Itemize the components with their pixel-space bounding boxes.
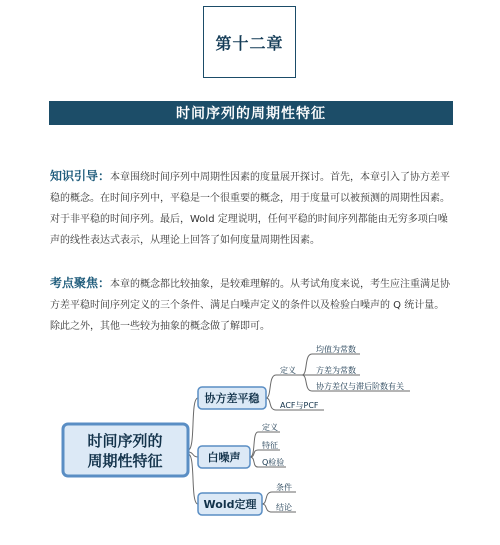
cov-label: 协方差平稳: [204, 392, 260, 405]
knowledge-text: 本章围绕时间序列中周期性因素的度量展开探讨。首先，本章引入了协方差平稳的概念。在时间序列中，平稳是一个很重要的概念，用于度量可以被预测的周期性因素。对于非平稳的时间序列。最后，Wold 定理说明，任何平稳的时间序列都能由无穷多项白噪声的线性表达式表示，从理论上回答了如何度量周期性因素。: [50, 172, 451, 246]
wold-item-2: 结论: [276, 503, 292, 512]
mindmap: [0, 340, 500, 545]
chapter-title-bar: [49, 101, 453, 125]
chapter-title: 时间序列的周期性特征: [176, 106, 326, 122]
cov-item-2: 方差为常数: [316, 366, 356, 375]
mindmap-root: [63, 424, 188, 476]
wn-item-2: 特征: [262, 441, 278, 450]
chapter-label: 第十二章: [215, 33, 284, 53]
root-line-2: 周期性特征: [87, 452, 163, 470]
wn-label: 白噪声: [207, 451, 241, 464]
cov-def: 定义: [280, 366, 296, 375]
root-line-1: 时间序列的: [87, 432, 163, 450]
mindmap-connectors: [188, 354, 312, 512]
mindmap-node-cov: [198, 387, 266, 409]
focus-label: 考点聚焦：: [50, 276, 111, 290]
mindmap-node-wold: [198, 493, 262, 515]
cov-item-1: 均值为常数: [316, 345, 356, 354]
wold-item-1: 条件: [276, 483, 292, 492]
mindmap-node-wn: [198, 446, 250, 468]
wold-label: Wold定理: [203, 498, 257, 511]
knowledge-label: 知识引导：: [50, 169, 111, 183]
cov-item-3: 协方差仅与滞后阶数有关: [316, 382, 404, 391]
knowledge-paragraph: [50, 166, 450, 251]
cov-acf: ACF与PCF: [280, 401, 319, 410]
focus-paragraph: [50, 273, 450, 337]
focus-text: 本章的概念都比较抽象，是较难理解的。从考试角度来说，考生应注重满足协方差平稳时间序列定义的三个条件、满足白噪声定义的条件以及检验白噪声的 Q 统计量。除此之外，其他一些较为抽象的概念做了解即可。: [50, 279, 451, 332]
chapter-box: [203, 6, 296, 78]
wn-item-3: Q检验: [262, 458, 285, 467]
wn-item-1: 定义: [262, 423, 278, 432]
